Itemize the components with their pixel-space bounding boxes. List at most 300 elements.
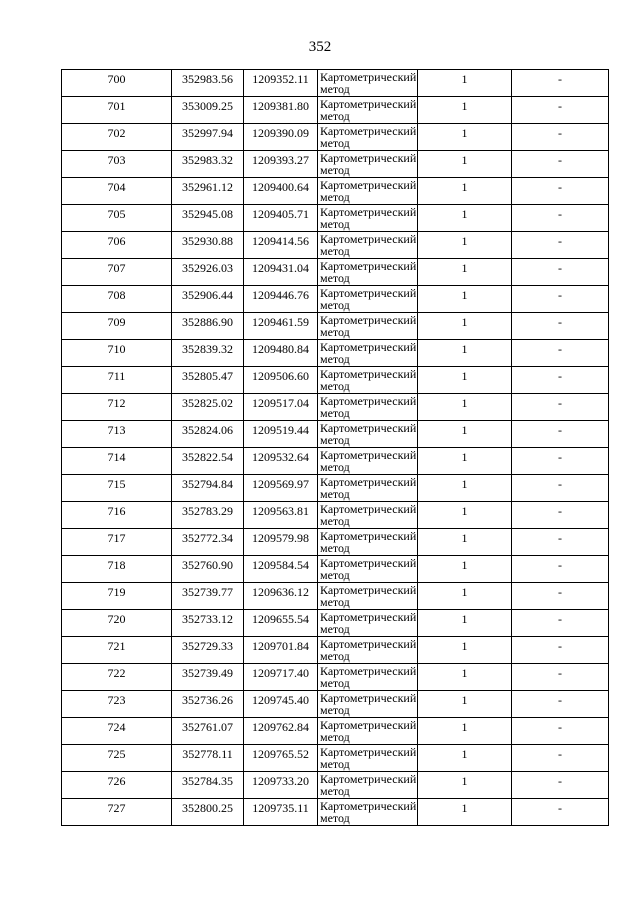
- y-coordinate-cell: [244, 448, 318, 475]
- method-cell: [318, 556, 418, 583]
- method-cell-text: Картометрический метод: [320, 97, 417, 123]
- precision-cell: [418, 637, 512, 664]
- precision-cell-text: 1: [461, 558, 468, 572]
- method-cell-text: Картометрический метод: [320, 583, 417, 609]
- point-number-cell-text: 718: [107, 558, 126, 572]
- note-cell-text: -: [558, 207, 562, 221]
- note-cell-text: -: [558, 99, 562, 113]
- note-cell-text: -: [558, 639, 562, 653]
- method-cell-text: Картометрический метод: [320, 772, 417, 798]
- table-row: [62, 286, 609, 313]
- note-cell: [512, 205, 609, 232]
- y-coordinate-cell: [244, 178, 318, 205]
- note-cell-text: -: [558, 153, 562, 167]
- precision-cell-text: 1: [461, 153, 468, 167]
- method-cell: [318, 637, 418, 664]
- y-coordinate-cell-text: 1209390.09: [252, 126, 309, 140]
- point-number-cell-text: 700: [107, 72, 126, 86]
- x-coordinate-cell-text: 352824.06: [182, 423, 233, 437]
- method-cell-text: Картометрический метод: [320, 313, 417, 339]
- x-coordinate-cell-text: 352784.35: [182, 774, 233, 788]
- y-coordinate-cell-text: 1209717.40: [252, 666, 309, 680]
- point-number-cell: [62, 529, 172, 556]
- point-number-cell: [62, 502, 172, 529]
- y-coordinate-cell: [244, 313, 318, 340]
- x-coordinate-cell-text: 352800.25: [182, 801, 233, 815]
- precision-cell-text: 1: [461, 180, 468, 194]
- precision-cell: [418, 718, 512, 745]
- point-number-cell: [62, 124, 172, 151]
- method-cell: [318, 286, 418, 313]
- y-coordinate-cell-text: 1209431.04: [252, 261, 309, 275]
- point-number-cell-text: 727: [107, 801, 126, 815]
- note-cell-text: -: [558, 693, 562, 707]
- y-coordinate-cell: [244, 394, 318, 421]
- precision-cell: [418, 97, 512, 124]
- precision-cell: [418, 664, 512, 691]
- point-number-cell-text: 714: [107, 450, 126, 464]
- precision-cell-text: 1: [461, 396, 468, 410]
- method-cell-text: Картометрический метод: [320, 232, 417, 258]
- coordinates-table-body: [62, 70, 609, 826]
- note-cell: [512, 799, 609, 826]
- y-coordinate-cell: [244, 502, 318, 529]
- precision-cell-text: 1: [461, 423, 468, 437]
- table-row: [62, 367, 609, 394]
- table-row: [62, 637, 609, 664]
- table-row: [62, 232, 609, 259]
- x-coordinate-cell-text: 352739.49: [182, 666, 233, 680]
- method-cell-text: Картометрический метод: [320, 286, 417, 312]
- note-cell: [512, 232, 609, 259]
- x-coordinate-cell: [172, 799, 244, 826]
- table-row: [62, 610, 609, 637]
- note-cell: [512, 718, 609, 745]
- x-coordinate-cell: [172, 97, 244, 124]
- method-cell: [318, 448, 418, 475]
- note-cell-text: -: [558, 531, 562, 545]
- precision-cell: [418, 421, 512, 448]
- method-cell: [318, 313, 418, 340]
- note-cell-text: -: [558, 180, 562, 194]
- point-number-cell: [62, 367, 172, 394]
- y-coordinate-cell: [244, 637, 318, 664]
- x-coordinate-cell: [172, 637, 244, 664]
- y-coordinate-cell: [244, 475, 318, 502]
- method-cell: [318, 178, 418, 205]
- point-number-cell-text: 719: [107, 585, 126, 599]
- y-coordinate-cell-text: 1209519.44: [252, 423, 309, 437]
- x-coordinate-cell-text: 352825.02: [182, 396, 233, 410]
- y-coordinate-cell-text: 1209655.54: [252, 612, 309, 626]
- precision-cell: [418, 529, 512, 556]
- point-number-cell-text: 716: [107, 504, 126, 518]
- y-coordinate-cell: [244, 529, 318, 556]
- point-number-cell: [62, 610, 172, 637]
- method-cell: [318, 799, 418, 826]
- x-coordinate-cell: [172, 178, 244, 205]
- y-coordinate-cell-text: 1209735.11: [252, 801, 309, 815]
- method-cell: [318, 475, 418, 502]
- note-cell-text: -: [558, 450, 562, 464]
- x-coordinate-cell-text: 352783.29: [182, 504, 233, 518]
- point-number-cell-text: 705: [107, 207, 126, 221]
- y-coordinate-cell-text: 1209532.64: [252, 450, 309, 464]
- note-cell: [512, 178, 609, 205]
- table-row: [62, 421, 609, 448]
- x-coordinate-cell-text: 352778.11: [182, 747, 233, 761]
- method-cell: [318, 259, 418, 286]
- point-number-cell-text: 713: [107, 423, 126, 437]
- note-cell-text: -: [558, 612, 562, 626]
- method-cell-text: Картометрический метод: [320, 745, 417, 771]
- x-coordinate-cell: [172, 70, 244, 97]
- precision-cell-text: 1: [461, 261, 468, 275]
- note-cell: [512, 745, 609, 772]
- y-coordinate-cell: [244, 583, 318, 610]
- note-cell-text: -: [558, 72, 562, 86]
- point-number-cell: [62, 232, 172, 259]
- point-number-cell: [62, 313, 172, 340]
- point-number-cell-text: 717: [107, 531, 126, 545]
- table-row: [62, 448, 609, 475]
- table-row: [62, 772, 609, 799]
- precision-cell-text: 1: [461, 126, 468, 140]
- note-cell: [512, 70, 609, 97]
- x-coordinate-cell: [172, 313, 244, 340]
- note-cell: [512, 502, 609, 529]
- y-coordinate-cell-text: 1209584.54: [252, 558, 309, 572]
- y-coordinate-cell-text: 1209446.76: [252, 288, 309, 302]
- x-coordinate-cell: [172, 340, 244, 367]
- precision-cell: [418, 502, 512, 529]
- y-coordinate-cell-text: 1209579.98: [252, 531, 309, 545]
- table-row: [62, 124, 609, 151]
- point-number-cell: [62, 286, 172, 313]
- x-coordinate-cell: [172, 151, 244, 178]
- point-number-cell-text: 720: [107, 612, 126, 626]
- x-coordinate-cell-text: 352945.08: [182, 207, 233, 221]
- x-coordinate-cell-text: 353009.25: [182, 99, 233, 113]
- method-cell-text: Картометрический метод: [320, 367, 417, 393]
- note-cell: [512, 610, 609, 637]
- note-cell-text: -: [558, 504, 562, 518]
- note-cell: [512, 556, 609, 583]
- note-cell: [512, 259, 609, 286]
- x-coordinate-cell: [172, 259, 244, 286]
- y-coordinate-cell-text: 1209765.52: [252, 747, 309, 761]
- table-row: [62, 70, 609, 97]
- y-coordinate-cell: [244, 151, 318, 178]
- y-coordinate-cell: [244, 205, 318, 232]
- table-row: [62, 502, 609, 529]
- precision-cell-text: 1: [461, 720, 468, 734]
- note-cell-text: -: [558, 585, 562, 599]
- point-number-cell-text: 724: [107, 720, 126, 734]
- precision-cell: [418, 448, 512, 475]
- note-cell: [512, 691, 609, 718]
- y-coordinate-cell: [244, 70, 318, 97]
- point-number-cell-text: 701: [107, 99, 126, 113]
- point-number-cell: [62, 178, 172, 205]
- point-number-cell: [62, 772, 172, 799]
- point-number-cell: [62, 556, 172, 583]
- method-cell: [318, 502, 418, 529]
- method-cell-text: Картометрический метод: [320, 718, 417, 744]
- x-coordinate-cell: [172, 232, 244, 259]
- method-cell: [318, 421, 418, 448]
- method-cell-text: Картометрический метод: [320, 529, 417, 555]
- x-coordinate-cell: [172, 610, 244, 637]
- x-coordinate-cell-text: 352761.07: [182, 720, 233, 734]
- x-coordinate-cell: [172, 448, 244, 475]
- y-coordinate-cell: [244, 232, 318, 259]
- method-cell: [318, 772, 418, 799]
- method-cell: [318, 718, 418, 745]
- precision-cell-text: 1: [461, 315, 468, 329]
- x-coordinate-cell: [172, 421, 244, 448]
- note-cell-text: -: [558, 396, 562, 410]
- note-cell-text: -: [558, 774, 562, 788]
- method-cell-text: Картометрический метод: [320, 394, 417, 420]
- y-coordinate-cell-text: 1209733.20: [252, 774, 309, 788]
- x-coordinate-cell-text: 352739.77: [182, 585, 233, 599]
- point-number-cell: [62, 97, 172, 124]
- table-row: [62, 313, 609, 340]
- note-cell-text: -: [558, 342, 562, 356]
- y-coordinate-cell: [244, 691, 318, 718]
- method-cell-text: Картометрический метод: [320, 448, 417, 474]
- note-cell-text: -: [558, 234, 562, 248]
- method-cell: [318, 340, 418, 367]
- method-cell-text: Картометрический метод: [320, 421, 417, 447]
- precision-cell-text: 1: [461, 72, 468, 86]
- method-cell-text: Картометрический метод: [320, 502, 417, 528]
- precision-cell: [418, 772, 512, 799]
- precision-cell: [418, 124, 512, 151]
- precision-cell-text: 1: [461, 99, 468, 113]
- note-cell-text: -: [558, 261, 562, 275]
- method-cell: [318, 664, 418, 691]
- y-coordinate-cell: [244, 286, 318, 313]
- table-row: [62, 583, 609, 610]
- point-number-cell-text: 704: [107, 180, 126, 194]
- x-coordinate-cell-text: 352805.47: [182, 369, 233, 383]
- y-coordinate-cell: [244, 259, 318, 286]
- y-coordinate-cell-text: 1209636.12: [252, 585, 309, 599]
- precision-cell: [418, 394, 512, 421]
- note-cell: [512, 151, 609, 178]
- note-cell: [512, 583, 609, 610]
- x-coordinate-cell-text: 352772.34: [182, 531, 233, 545]
- note-cell-text: -: [558, 369, 562, 383]
- note-cell: [512, 124, 609, 151]
- note-cell: [512, 367, 609, 394]
- point-number-cell: [62, 421, 172, 448]
- note-cell: [512, 772, 609, 799]
- x-coordinate-cell-text: 352930.88: [182, 234, 233, 248]
- point-number-cell-text: 706: [107, 234, 126, 248]
- point-number-cell-text: 708: [107, 288, 126, 302]
- table-row: [62, 178, 609, 205]
- x-coordinate-cell: [172, 502, 244, 529]
- point-number-cell-text: 715: [107, 477, 126, 491]
- table-row: [62, 394, 609, 421]
- precision-cell-text: 1: [461, 774, 468, 788]
- method-cell-text: Картометрический метод: [320, 610, 417, 636]
- point-number-cell-text: 709: [107, 315, 126, 329]
- precision-cell-text: 1: [461, 504, 468, 518]
- note-cell: [512, 529, 609, 556]
- method-cell-text: Картометрический метод: [320, 475, 417, 501]
- method-cell: [318, 367, 418, 394]
- method-cell-text: Картометрический метод: [320, 340, 417, 366]
- precision-cell: [418, 232, 512, 259]
- precision-cell: [418, 367, 512, 394]
- precision-cell-text: 1: [461, 234, 468, 248]
- table-row: [62, 745, 609, 772]
- point-number-cell: [62, 718, 172, 745]
- method-cell-text: Картометрический метод: [320, 259, 417, 285]
- y-coordinate-cell-text: 1209701.84: [252, 639, 309, 653]
- y-coordinate-cell-text: 1209381.80: [252, 99, 309, 113]
- point-number-cell: [62, 475, 172, 502]
- note-cell: [512, 664, 609, 691]
- x-coordinate-cell: [172, 745, 244, 772]
- table-row: [62, 475, 609, 502]
- precision-cell: [418, 583, 512, 610]
- method-cell: [318, 70, 418, 97]
- method-cell-text: Картометрический метод: [320, 664, 417, 690]
- x-coordinate-cell-text: 352906.44: [182, 288, 233, 302]
- y-coordinate-cell: [244, 718, 318, 745]
- y-coordinate-cell-text: 1209563.81: [252, 504, 309, 518]
- point-number-cell-text: 725: [107, 747, 126, 761]
- method-cell-text: Картометрический метод: [320, 151, 417, 177]
- point-number-cell: [62, 799, 172, 826]
- x-coordinate-cell: [172, 583, 244, 610]
- method-cell-text: Картометрический метод: [320, 799, 417, 825]
- y-coordinate-cell-text: 1209517.04: [252, 396, 309, 410]
- method-cell-text: Картометрический метод: [320, 556, 417, 582]
- method-cell-text: Картометрический метод: [320, 691, 417, 717]
- method-cell: [318, 583, 418, 610]
- y-coordinate-cell: [244, 610, 318, 637]
- x-coordinate-cell-text: 352794.84: [182, 477, 233, 491]
- y-coordinate-cell-text: 1209745.40: [252, 693, 309, 707]
- y-coordinate-cell: [244, 556, 318, 583]
- point-number-cell-text: 712: [107, 396, 126, 410]
- method-cell: [318, 529, 418, 556]
- x-coordinate-cell-text: 352733.12: [182, 612, 233, 626]
- page-number: 352: [308, 39, 332, 55]
- precision-cell: [418, 178, 512, 205]
- note-cell-text: -: [558, 558, 562, 572]
- x-coordinate-cell: [172, 664, 244, 691]
- y-coordinate-cell-text: 1209405.71: [252, 207, 309, 221]
- note-cell-text: -: [558, 477, 562, 491]
- note-cell: [512, 475, 609, 502]
- point-number-cell: [62, 394, 172, 421]
- precision-cell: [418, 556, 512, 583]
- method-cell-text: Картометрический метод: [320, 205, 417, 231]
- precision-cell: [418, 205, 512, 232]
- method-cell: [318, 124, 418, 151]
- method-cell-text: Картометрический метод: [320, 637, 417, 663]
- precision-cell-text: 1: [461, 666, 468, 680]
- precision-cell-text: 1: [461, 207, 468, 221]
- precision-cell-text: 1: [461, 585, 468, 599]
- y-coordinate-cell-text: 1209414.56: [252, 234, 309, 248]
- method-cell: [318, 151, 418, 178]
- precision-cell-text: 1: [461, 612, 468, 626]
- y-coordinate-cell: [244, 772, 318, 799]
- precision-cell-text: 1: [461, 747, 468, 761]
- precision-cell-text: 1: [461, 369, 468, 383]
- point-number-cell-text: 722: [107, 666, 126, 680]
- point-number-cell: [62, 637, 172, 664]
- table-row: [62, 97, 609, 124]
- table-row: [62, 718, 609, 745]
- method-cell: [318, 205, 418, 232]
- precision-cell: [418, 313, 512, 340]
- point-number-cell: [62, 259, 172, 286]
- x-coordinate-cell: [172, 772, 244, 799]
- note-cell: [512, 394, 609, 421]
- note-cell: [512, 97, 609, 124]
- precision-cell: [418, 745, 512, 772]
- note-cell: [512, 421, 609, 448]
- precision-cell: [418, 340, 512, 367]
- note-cell-text: -: [558, 423, 562, 437]
- precision-cell-text: 1: [461, 477, 468, 491]
- y-coordinate-cell-text: 1209569.97: [252, 477, 309, 491]
- y-coordinate-cell-text: 1209393.27: [252, 153, 309, 167]
- point-number-cell: [62, 448, 172, 475]
- method-cell: [318, 232, 418, 259]
- point-number-cell: [62, 745, 172, 772]
- y-coordinate-cell-text: 1209461.59: [252, 315, 309, 329]
- x-coordinate-cell-text: 352822.54: [182, 450, 233, 464]
- precision-cell: [418, 691, 512, 718]
- precision-cell-text: 1: [461, 639, 468, 653]
- point-number-cell-text: 723: [107, 693, 126, 707]
- y-coordinate-cell: [244, 745, 318, 772]
- note-cell: [512, 448, 609, 475]
- table-row: [62, 340, 609, 367]
- y-coordinate-cell: [244, 664, 318, 691]
- x-coordinate-cell-text: 352729.33: [182, 639, 233, 653]
- note-cell: [512, 286, 609, 313]
- point-number-cell-text: 703: [107, 153, 126, 167]
- method-cell: [318, 610, 418, 637]
- y-coordinate-cell-text: 1209352.11: [252, 72, 309, 86]
- x-coordinate-cell: [172, 205, 244, 232]
- method-cell: [318, 745, 418, 772]
- x-coordinate-cell: [172, 718, 244, 745]
- point-number-cell-text: 711: [107, 369, 126, 383]
- y-coordinate-cell: [244, 367, 318, 394]
- method-cell: [318, 394, 418, 421]
- point-number-cell: [62, 70, 172, 97]
- precision-cell-text: 1: [461, 693, 468, 707]
- note-cell-text: -: [558, 666, 562, 680]
- x-coordinate-cell-text: 352961.12: [182, 180, 233, 194]
- precision-cell: [418, 799, 512, 826]
- table-row: [62, 664, 609, 691]
- table-row: [62, 529, 609, 556]
- y-coordinate-cell: [244, 799, 318, 826]
